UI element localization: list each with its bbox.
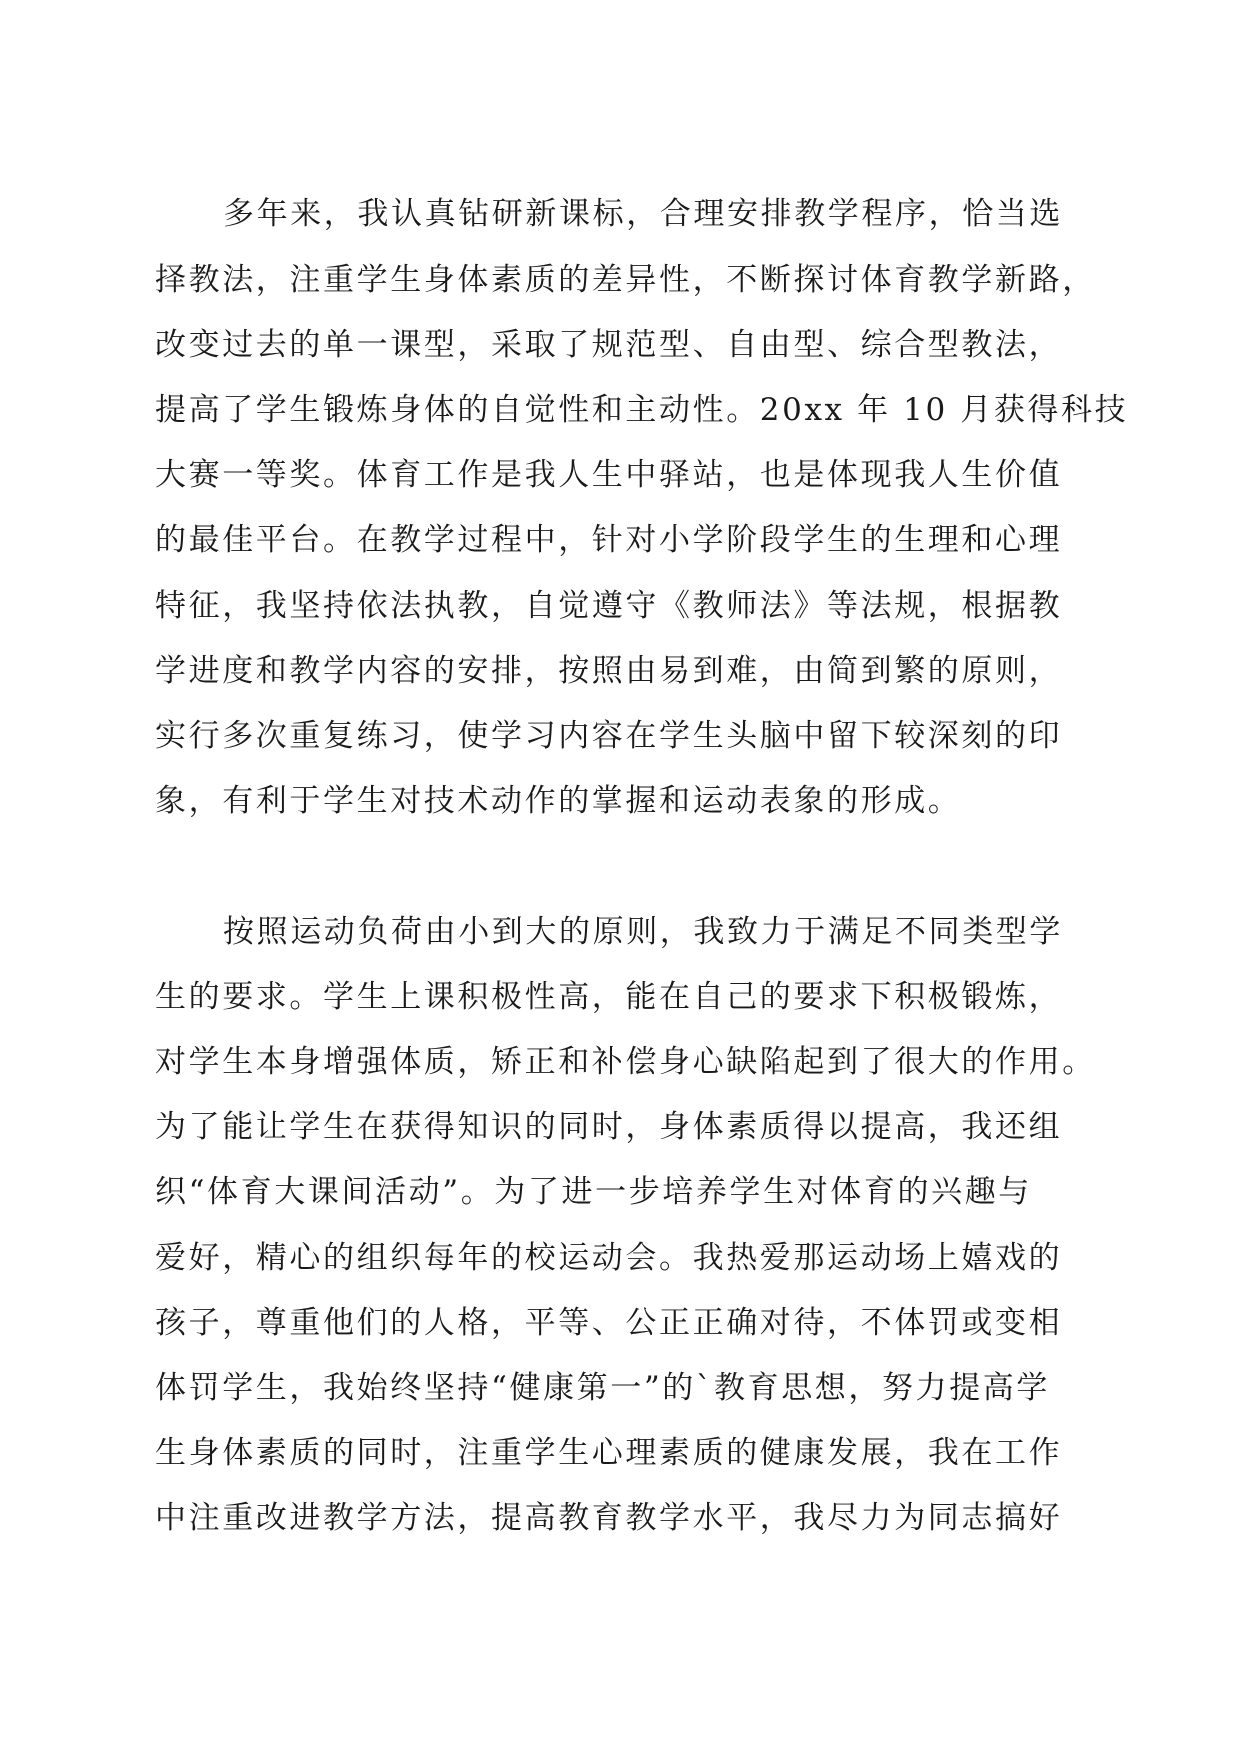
paragraph-1-line-1: 多年来，我认真钻研新课标，合理安排教学程序，恰当选 [223, 196, 1063, 232]
paragraph-2-line-1: 按照运动负荷由小到大的原则，我致力于满足不同类型学 [223, 914, 1063, 950]
paragraph-2-line-5: 织“体育大课间活动”。为了进一步培养学生对体育的兴趣与 [155, 1174, 1032, 1210]
paragraph-2-line-3: 对学生本身增强体质，矫正和补偿身心缺陷起到了很大的作用。 [155, 1044, 1096, 1080]
paragraph-2-line-9: 生身体素质的同时，注重学生心理素质的健康发展，我在工作 [155, 1435, 1063, 1471]
paragraph-2-line-7: 孩子，尊重他们的人格，平等、公正正确对待，不体罚或变相 [155, 1305, 1063, 1341]
paragraph-1-line-4: 提高了学生锻炼身体的自觉性和主动性。20xx 年 10 月获得科技 [155, 392, 1129, 428]
paragraph-1-line-8: 学进度和教学内容的安排，按照由易到难，由简到繁的原则， [155, 653, 1063, 689]
paragraph-1-line-6: 的最佳平台。在教学过程中，针对小学阶段学生的生理和心理 [155, 522, 1063, 558]
paragraph-1-line-7: 特征，我坚持依法执教，自觉遵守《教师法》等法规，根据教 [155, 588, 1063, 624]
paragraph-1-line-10: 象，有利于学生对技术动作的掌握和运动表象的形成。 [155, 783, 962, 819]
paragraph-2-line-4: 为了能让学生在获得知识的同时，身体素质得以提高，我还组 [155, 1109, 1063, 1145]
paragraph-1-line-9: 实行多次重复练习，使学习内容在学生头脑中留下较深刻的印 [155, 718, 1063, 754]
paragraph-2-line-2: 生的要求。学生上课积极性高，能在自己的要求下积极锻炼， [155, 979, 1063, 1015]
paragraph-1-line-5: 大赛一等奖。体育工作是我人生中驿站，也是体现我人生价值 [155, 457, 1063, 493]
paragraph-1-line-3: 改变过去的单一课型，采取了规范型、自由型、综合型教法， [155, 327, 1063, 363]
paragraph-2-line-6: 爱好，精心的组织每年的校运动会。我热爱那运动场上嬉戏的 [155, 1240, 1063, 1276]
paragraph-2-line-10: 中注重改进教学方法，提高教育教学水平，我尽力为同志搞好 [155, 1500, 1063, 1536]
paragraph-1-line-2: 择教法，注重学生身体素质的差异性，不断探讨体育教学新路， [155, 262, 1096, 298]
paragraph-2-line-8: 体罚学生，我始终坚持“健康第一”的`教育思想，努力提高学 [155, 1370, 1050, 1406]
